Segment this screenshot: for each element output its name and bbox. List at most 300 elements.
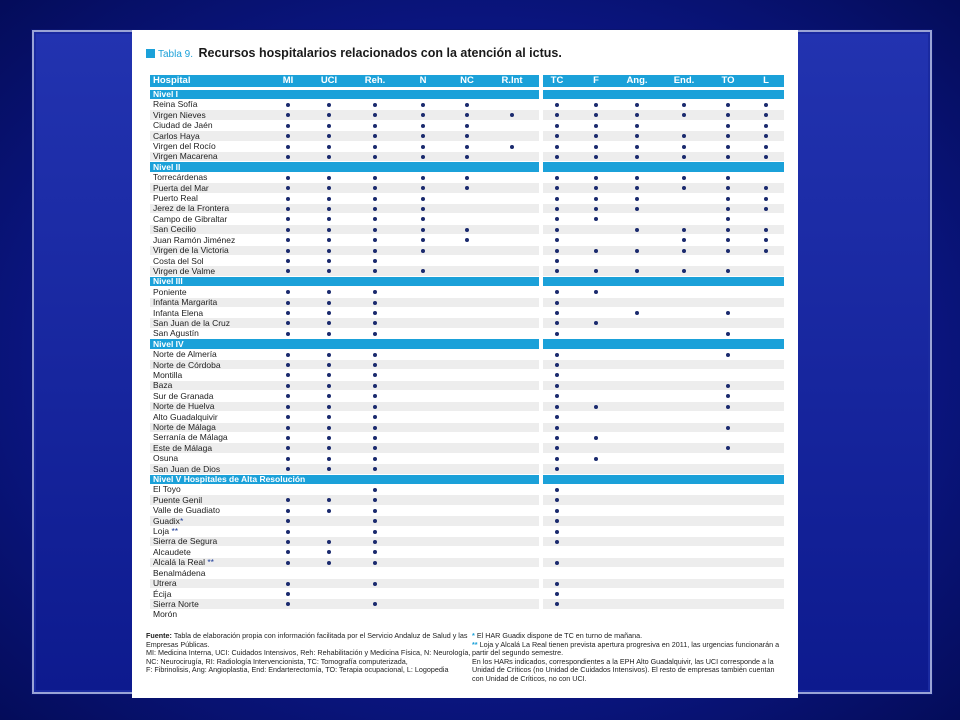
table-row (150, 516, 784, 526)
row-bg-right (543, 402, 784, 411)
row-bg-right (543, 183, 784, 192)
table-header-row (150, 75, 784, 87)
row-bg-right (543, 412, 784, 421)
row-bg-left (150, 485, 539, 494)
resource-dot (555, 311, 559, 315)
table-row (150, 349, 784, 359)
hospital-name-text: Benalmádena (153, 567, 206, 578)
row-bg-right (543, 298, 784, 307)
table-row (150, 266, 784, 276)
resource-dot (682, 228, 686, 232)
resource-dot (555, 207, 559, 211)
column-header: R.Int (501, 75, 523, 86)
resource-dot (555, 145, 559, 149)
row-bg-right (543, 142, 784, 151)
resource-dot (327, 249, 331, 253)
resource-dot (286, 259, 290, 263)
resource-dot (465, 145, 469, 149)
table-row (150, 370, 784, 380)
hospital-name-text: Sierra Norte (153, 598, 199, 609)
resource-dot (726, 197, 730, 201)
resource-dot (555, 301, 559, 305)
level-header-row (150, 339, 784, 349)
row-bg-left (150, 256, 539, 265)
resource-dot (373, 509, 377, 513)
resource-dot (555, 332, 559, 336)
row-bg-right (543, 391, 784, 400)
row-bg-left (150, 225, 539, 234)
row-bg-right (543, 433, 784, 442)
resource-dot (327, 332, 331, 336)
row-bg-right (543, 537, 784, 546)
row-bg-right (543, 110, 784, 119)
hospital-name (153, 453, 178, 463)
resource-dot (594, 197, 598, 201)
resource-dot (421, 155, 425, 159)
row-bg-right (543, 246, 784, 255)
hospital-name-text: San Agustín (153, 328, 199, 339)
resource-dot (510, 145, 514, 149)
hospital-name-text: Guadix (153, 515, 180, 526)
table-row (150, 214, 784, 224)
resource-dot (764, 249, 768, 253)
resource-dot (373, 103, 377, 107)
row-bg-right (543, 350, 784, 359)
table-row (150, 245, 784, 255)
hospital-name-text: Infanta Elena (153, 307, 204, 318)
resource-dot (286, 509, 290, 513)
resource-dot (555, 530, 559, 534)
hospital-name-text: Virgen de Valme (153, 265, 216, 276)
resource-dot (286, 301, 290, 305)
resource-dot (327, 561, 331, 565)
resource-dot (555, 249, 559, 253)
row-bg-right (543, 121, 784, 130)
row-bg-right (543, 506, 784, 515)
resource-dot (594, 103, 598, 107)
hospital-name-text: Nivel II (153, 161, 181, 172)
hospital-name-text: Alto Guadalquivir (153, 411, 218, 422)
hospital-name (153, 120, 213, 130)
hospital-name (153, 526, 178, 536)
hospital-name (153, 568, 205, 578)
hospital-name (153, 547, 191, 557)
resource-dot (327, 155, 331, 159)
resource-dot (635, 145, 639, 149)
row-bg-left (150, 516, 539, 525)
row-bg-right (543, 90, 784, 99)
row-bg-left (150, 329, 539, 338)
resource-dot (682, 155, 686, 159)
hospital-name-text: Norte de Málaga (153, 422, 216, 432)
hospital-name (153, 203, 229, 213)
resource-dot (286, 353, 290, 357)
hospital-name-text: Écija (153, 588, 172, 599)
hospital-name-text: San Cecilio (153, 224, 196, 235)
column-header: L (763, 75, 769, 86)
resource-dot (726, 405, 730, 409)
source-text: Tabla de elaboración propia con información facilitada por el Servicio Andaluz de Salud y las Empresas Públicas. (146, 631, 468, 649)
row-bg-left (150, 173, 539, 182)
resource-dot (286, 426, 290, 430)
resource-dot (635, 249, 639, 253)
hospital-name (153, 266, 215, 276)
table-row (150, 589, 784, 599)
row-bg-right (543, 360, 784, 369)
hospital-name (153, 224, 196, 234)
resource-dot (594, 145, 598, 149)
hospital-name-text: Morón (153, 609, 178, 620)
row-bg-left (150, 527, 539, 536)
row-bg-left (150, 339, 539, 348)
row-bg-left (150, 547, 539, 556)
row-bg-right (543, 214, 784, 223)
resources-table (150, 75, 784, 620)
row-bg-left (150, 568, 539, 577)
hospital-name (153, 443, 212, 453)
table-row (150, 568, 784, 578)
resource-dot (555, 124, 559, 128)
resource-dot (286, 228, 290, 232)
table-row (150, 151, 784, 161)
resource-dot (594, 176, 598, 180)
resource-dot (373, 249, 377, 253)
resource-dot (555, 155, 559, 159)
resource-dot (764, 145, 768, 149)
hospital-name-text: Juan Ramón Jiménez (153, 234, 236, 245)
hospital-name (153, 484, 181, 494)
row-bg-left (150, 610, 539, 619)
resource-dot (682, 249, 686, 253)
resource-dot (764, 197, 768, 201)
resource-dot (594, 124, 598, 128)
resource-dot (327, 207, 331, 211)
table-row (150, 401, 784, 411)
hospital-name (153, 141, 216, 151)
row-bg-left (150, 100, 539, 109)
hospital-name-text: Nivel IV (153, 338, 184, 349)
table-title (146, 46, 562, 62)
resource-dot (421, 249, 425, 253)
resource-dot (286, 155, 290, 159)
footnote-marker: ** (204, 557, 214, 568)
hospital-name-text: Norte de Almería (153, 349, 217, 360)
resource-dot (726, 353, 730, 357)
resource-dot (555, 509, 559, 513)
resource-dot (635, 155, 639, 159)
resource-dot (327, 145, 331, 149)
column-header: F (593, 75, 599, 86)
resource-dot (764, 124, 768, 128)
resource-dot (555, 540, 559, 544)
resource-dot (726, 155, 730, 159)
resource-dot (764, 207, 768, 211)
resource-dot (555, 405, 559, 409)
footnotes-left (146, 632, 472, 675)
row-bg-right (543, 100, 784, 109)
hospital-name (153, 557, 214, 567)
table-row (150, 172, 784, 182)
hospital-name (153, 370, 182, 380)
row-bg-right (543, 495, 784, 504)
resource-dot (327, 384, 331, 388)
column-header: TO (721, 75, 735, 86)
hospital-name-text: Norte de Huelva (153, 401, 215, 412)
row-bg-left (150, 579, 539, 588)
resource-dot (421, 145, 425, 149)
hospital-name-text: Serranía de Málaga (153, 432, 228, 443)
resource-dot (327, 124, 331, 128)
level-label (153, 339, 184, 349)
resource-dot (286, 145, 290, 149)
row-bg-right (543, 277, 784, 286)
hospital-name (153, 391, 213, 401)
resource-dot (373, 311, 377, 315)
resource-dot (682, 176, 686, 180)
hospital-name (153, 297, 217, 307)
resource-dot (635, 228, 639, 232)
row-bg-right (543, 516, 784, 525)
hospital-name-text: Alcaudete (153, 546, 191, 557)
table-row (150, 256, 784, 266)
resource-dot (327, 259, 331, 263)
row-bg-right (543, 173, 784, 182)
table-row (150, 110, 784, 120)
resource-dot (373, 384, 377, 388)
row-bg-right (543, 204, 784, 213)
resource-dot (726, 124, 730, 128)
resource-dot (286, 249, 290, 253)
hospital-name-text: Loja (153, 526, 170, 537)
level-header-row (150, 474, 784, 484)
hospital-name (153, 505, 220, 515)
hospital-name (153, 308, 203, 318)
row-bg-right (543, 443, 784, 452)
table-row (150, 203, 784, 213)
table-row (150, 557, 784, 567)
hospital-name-text: Norte de Córdoba (153, 359, 221, 370)
column-header: MI (282, 75, 294, 86)
resource-dot (682, 145, 686, 149)
level-label (153, 89, 178, 99)
row-bg-right (543, 485, 784, 494)
row-bg-left (150, 194, 539, 203)
hospital-name-text: Virgen Macarena (153, 151, 218, 162)
row-bg-left (150, 381, 539, 390)
footnote-2-mark: ** (472, 639, 478, 649)
table-row (150, 464, 784, 474)
resource-dot (286, 332, 290, 336)
hospital-name (153, 183, 209, 193)
column-header: Ang. (626, 75, 648, 86)
row-bg-right (543, 194, 784, 203)
resource-dot (726, 228, 730, 232)
row-bg-left (150, 599, 539, 608)
hospital-name-text: Alcalá la Real (153, 557, 205, 568)
column-header: Reh. (364, 75, 386, 86)
footnote-marker: * (179, 515, 184, 526)
hospital-name-text: San Juan de Dios (153, 463, 221, 474)
row-bg-right (543, 329, 784, 338)
hospital-name-text: Nivel V Hospitales de Alta Resolución (153, 474, 306, 485)
hospital-name (153, 360, 221, 370)
table-row (150, 120, 784, 130)
resource-dot (286, 540, 290, 544)
resource-dot (286, 561, 290, 565)
row-bg-left (150, 277, 539, 286)
footnote-1: El HAR Guadix dispone de TC en turno de mañana. (476, 631, 643, 640)
level-label (153, 276, 183, 286)
resource-dot (373, 145, 377, 149)
resource-dot (286, 207, 290, 211)
table-row (150, 193, 784, 203)
hospital-name-text: Virgen del Rocío (153, 141, 216, 152)
hospital-name (153, 256, 204, 266)
row-bg-right (543, 464, 784, 473)
resource-dot (682, 103, 686, 107)
resource-dot (635, 207, 639, 211)
hospital-name-text: El Toyo (153, 484, 181, 495)
row-bg-left (150, 370, 539, 379)
hospital-name-text: Virgen Nieves (153, 109, 206, 120)
hospital-name (153, 516, 183, 526)
resource-dot (635, 176, 639, 180)
row-bg-left (150, 495, 539, 504)
resource-dot (327, 228, 331, 232)
resource-dot (421, 103, 425, 107)
level-header-row (150, 276, 784, 286)
hospital-name-text: Infanta Margarita (153, 297, 218, 308)
row-bg-left (150, 454, 539, 463)
hospital-name-text: Poniente (153, 286, 187, 297)
table-row (150, 183, 784, 193)
table-title-text: Recursos hospitalarios relacionados con la atención al ictus. (198, 46, 562, 60)
resource-dot (373, 124, 377, 128)
resource-dot (373, 405, 377, 409)
footnote-marker: ** (169, 526, 179, 537)
resource-dot (555, 561, 559, 565)
row-bg-left (150, 90, 539, 99)
row-bg-right (543, 339, 784, 348)
hospital-name-text: Sierra de Segura (153, 536, 218, 547)
resource-dot (465, 228, 469, 232)
table-row (150, 422, 784, 432)
resource-dot (286, 176, 290, 180)
table-row (150, 412, 784, 422)
resource-dot (286, 457, 290, 461)
footnotes-right (472, 632, 786, 684)
hospital-name-text: Montilla (153, 369, 183, 380)
hospital-name (153, 235, 235, 245)
row-bg-right (543, 599, 784, 608)
table-row (150, 224, 784, 234)
row-bg-right (543, 256, 784, 265)
resource-dot (373, 155, 377, 159)
hospital-name (153, 609, 177, 619)
table-row (150, 432, 784, 442)
row-bg-right (543, 131, 784, 140)
hospital-name (153, 422, 216, 432)
table-row (150, 505, 784, 515)
table-row (150, 578, 784, 588)
resource-dot (327, 457, 331, 461)
table-row (150, 391, 784, 401)
row-bg-right (543, 558, 784, 567)
resource-dot (421, 228, 425, 232)
hospital-name (153, 99, 197, 109)
resource-dot (421, 176, 425, 180)
table-row (150, 609, 784, 619)
hospital-name-text: Reina Sofía (153, 99, 198, 110)
resource-dot (594, 249, 598, 253)
resource-dot (726, 176, 730, 180)
table-row (150, 526, 784, 536)
hospital-name (153, 401, 214, 411)
resource-dot (555, 457, 559, 461)
table-row (150, 235, 784, 245)
resource-dot (555, 426, 559, 430)
resource-dot (635, 124, 639, 128)
hospital-name (153, 432, 228, 442)
table-number: Tabla 9. (158, 49, 194, 60)
hospital-name-text: Puerto Real (153, 193, 198, 204)
hospital-name (153, 214, 227, 224)
source-label: Fuente: (146, 631, 172, 640)
row-bg-right (543, 162, 784, 171)
row-bg-right (543, 287, 784, 296)
hospital-name (153, 151, 218, 161)
resource-dot (764, 228, 768, 232)
resource-dot (327, 311, 331, 315)
hospital-name (153, 380, 172, 390)
resource-dot (373, 530, 377, 534)
resource-dot (555, 259, 559, 263)
column-header: TC (550, 75, 564, 86)
table-row (150, 495, 784, 505)
resource-dot (286, 384, 290, 388)
hospital-name-text: Campo de Gibraltar (153, 213, 228, 224)
resource-dot (726, 207, 730, 211)
level-label (153, 474, 305, 484)
hospital-name (153, 349, 217, 359)
row-bg-right (543, 266, 784, 275)
resource-dot (726, 145, 730, 149)
hospital-name-text: Jerez de la Frontera (153, 203, 230, 214)
table-row (150, 141, 784, 151)
row-bg-left (150, 589, 539, 598)
hospital-name-text: Osuna (153, 453, 179, 464)
resource-dot (286, 405, 290, 409)
resource-dot (286, 582, 290, 586)
resource-dot (286, 592, 290, 596)
table-row (150, 443, 784, 453)
resource-dot (555, 353, 559, 357)
resource-dot (373, 228, 377, 232)
resource-dot (465, 176, 469, 180)
resource-dot (327, 353, 331, 357)
resource-dot (555, 436, 559, 440)
column-header: End. (673, 75, 695, 86)
resource-dot (555, 582, 559, 586)
row-bg-left (150, 162, 539, 171)
resource-dot (764, 155, 768, 159)
resource-dot (286, 103, 290, 107)
resource-dot (327, 103, 331, 107)
footnote-2: Loja y Alcalá La Real tienen prevista apertura progresiva en 2011, las urgencias funcionarán a partir del segundo semestre. (472, 639, 780, 658)
resource-dot (373, 207, 377, 211)
resource-dot (373, 582, 377, 586)
resource-dot (555, 488, 559, 492)
